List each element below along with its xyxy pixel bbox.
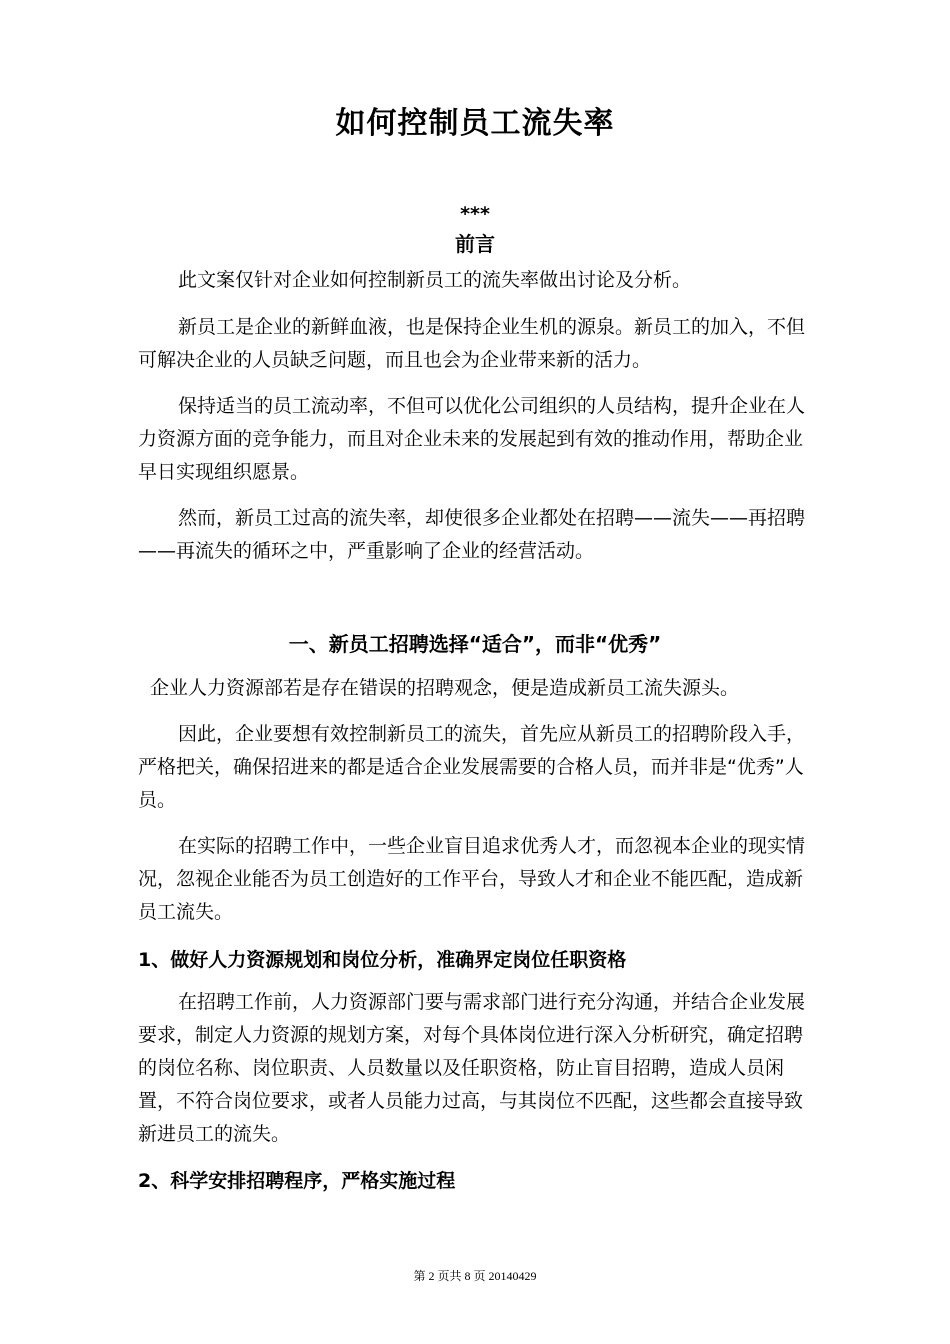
subsection-2-heading: 2、科学安排招聘程序，严格实施过程 bbox=[138, 1170, 456, 1192]
subsection-1-paragraph: 在招聘工作前，人力资源部门要与需求部门进行充分沟通，并结合企业发展要求，制定人力资源的规划方案，对每个具体岗位进行深入分析研究，确定招聘的岗位名称、岗位职责、人员数量以及任职资格，防止盲目招聘，造成人员闲置，不符合岗位要求，或者人员能力过高，与其岗位不匹配，这些都会直接导致新进员工的流失。 bbox=[138, 991, 806, 1145]
preface-paragraph: 保持适当的员工流动率，不但可以优化公司组织的人员结构，提升企业在人力资源方面的竞争能力，而且对企业未来的发展起到有效的推动作用，帮助企业早日实现组织愿景。 bbox=[138, 395, 806, 483]
section-1-paragraph: 因此，企业要想有效控制新员工的流失，首先应从新员工的招聘阶段入手，严格把关，确保招进来的都是适合企业发展需要的合格人员，而并非是“优秀”人员。 bbox=[138, 723, 806, 811]
preface-heading: 前言 bbox=[455, 232, 495, 256]
section-1-paragraph: 在实际的招聘工作中，一些企业盲目追求优秀人才，而忽视本企业的现实情况，忽视企业能否为员工创造好的工作平台，导致人才和企业不能匹配，造成新员工流失。 bbox=[138, 835, 806, 923]
document-title: 如何控制员工流失率 bbox=[335, 106, 615, 141]
preface-paragraph: 然而，新员工过高的流失率，却使很多企业都处在招聘——流失——再招聘——再流失的循环之中，严重影响了企业的经营活动。 bbox=[138, 507, 806, 562]
preface-paragraph: 此文案仅针对企业如何控制新员工的流失率做出讨论及分析。 bbox=[178, 269, 692, 291]
author-mark: *** bbox=[460, 203, 490, 225]
subsection-1-heading: 1、做好人力资源规划和岗位分析，准确界定岗位任职资格 bbox=[138, 949, 627, 971]
section-1-heading: 一、新员工招聘选择“适合”，而非“优秀” bbox=[288, 632, 662, 656]
section-1-paragraph: 企业人力资源部若是存在错误的招聘观念，便是造成新员工流失源头。 bbox=[150, 677, 740, 699]
preface-paragraph: 新员工是企业的新鲜血液，也是保持企业生机的源泉。新员工的加入，不但可解决企业的人员缺乏问题，而且也会为企业带来新的活力。 bbox=[138, 316, 806, 371]
page-footer: 第 2 页共 8 页 20140429 bbox=[413, 1269, 537, 1283]
